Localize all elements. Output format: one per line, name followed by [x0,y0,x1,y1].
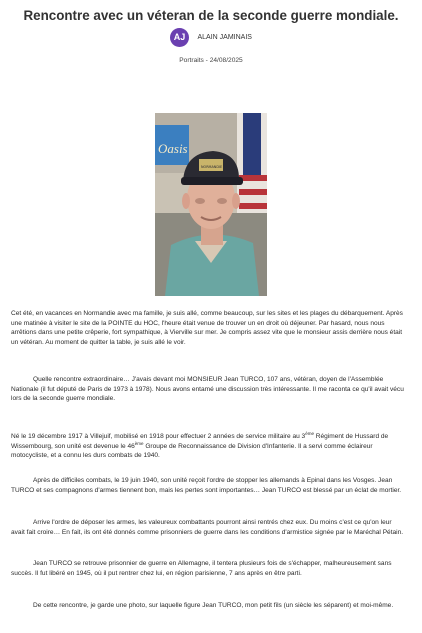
veteran-photo [155,113,267,296]
sign-text: Oasis [158,141,188,156]
paragraph-2 [11,375,407,404]
paragraph-1 [11,309,407,347]
paragraph-6-text: Jean TURCO se retrouve prisonnier de guerre en Allemagne, il tentera plusieurs fois de s'échapper, malheureusement sans succès. Il fut libéré en 1945, où il put rentrer chez lui, en région parisienne, 7 ans après en être parti. [11,560,392,577]
paragraph-3-part-a: Né le 19 décembre 1917 à Villejuif, mobilisé en 1918 pour effectuer 2 années de service militaire au 3 [11,433,306,440]
cap-text: NORMANDIE [201,165,223,169]
ordinal-sup-2: ème [134,440,144,446]
paragraph-5 [11,518,407,537]
article-meta: Portraits - 24/08/2025 [179,57,243,64]
paragraph-3-part-c: Groupe de Reconnaissance de Division d'Infanterie. Il a servi comme éclaireur motocycliste, et a connu les durs combats de 1940. [11,442,373,460]
author-name[interactable]: ALAIN JAMINAIS [197,34,252,41]
article-title: Rencontre avec un véteran de la seconde guerre mondiale. [23,8,399,23]
paragraph-4-text: Après de difficiles combats, le 19 juin 1940, son unité reçoit l'ordre de stopper les allemands à Epinal dans les Vosges. Jean TURCO et ses compagnons d'armes tiennent bon, mais les pertes sont importantes… Jean TURCO est blessé par un éclat de mortier. [11,477,402,494]
paragraph-6 [11,559,407,578]
paragraph-7-text: De cette rencontre, je garde une photo, sur laquelle figure Jean TURCO, mon petit fils (un siècle les séparent) et moi-même. [33,602,394,609]
paragraph-3-part-b: Régiment de Hussard de Wissembourg, son unité est devenue le 46 [11,433,389,450]
paragraph-3-text [11,432,407,461]
paragraph-4 [11,476,407,495]
paragraph-3 [11,432,407,461]
ordinal-sup-1: ème [305,430,314,436]
author-row [0,28,422,48]
author-avatar[interactable]: AJ [170,28,189,47]
paragraph-2-text: Quelle rencontre extraordinaire… J'avais devant moi MONSIEUR Jean TURCO, 107 ans, vétéran, doyen de l'Assemblée Nationale (il fut député de Paris de 1973 à 1978). Nous avons entamé une discussion très intéressante. Il me raconta ce qu'il avait vécu lors de la seconde guerre mondiale. [11,376,404,403]
paragraph-1-text: Cet été, en vacances en Normandie avec ma famille, je suis allé, comme beaucoup, sur les sites et les plages du débarquement. Après une matinée à visiter le site de la POINTE du HOC, l'heure était venue de trouver un en droit où déjeuner. Par hasard, nous nous arrêtions dans une petite crêperie, fort sympathique, à Vierville sur mer. Je compris assez vite que le monsieur assis derrière nous était un vétéran. Au moment de quitter la table, je suis allé le voir. [11,310,403,346]
paragraph-5-text: Arrive l'ordre de déposer les armes, les valeureux combattants pourront ainsi rentrés chez eux. Du moins c'est ce qu'on leur avait fait croire… En fait, ils ont été donnés comme prisonniers de guerre dans les conditions d'armistice signée par le Maréchal Pétain. [11,519,404,536]
paragraph-7 [11,601,407,611]
